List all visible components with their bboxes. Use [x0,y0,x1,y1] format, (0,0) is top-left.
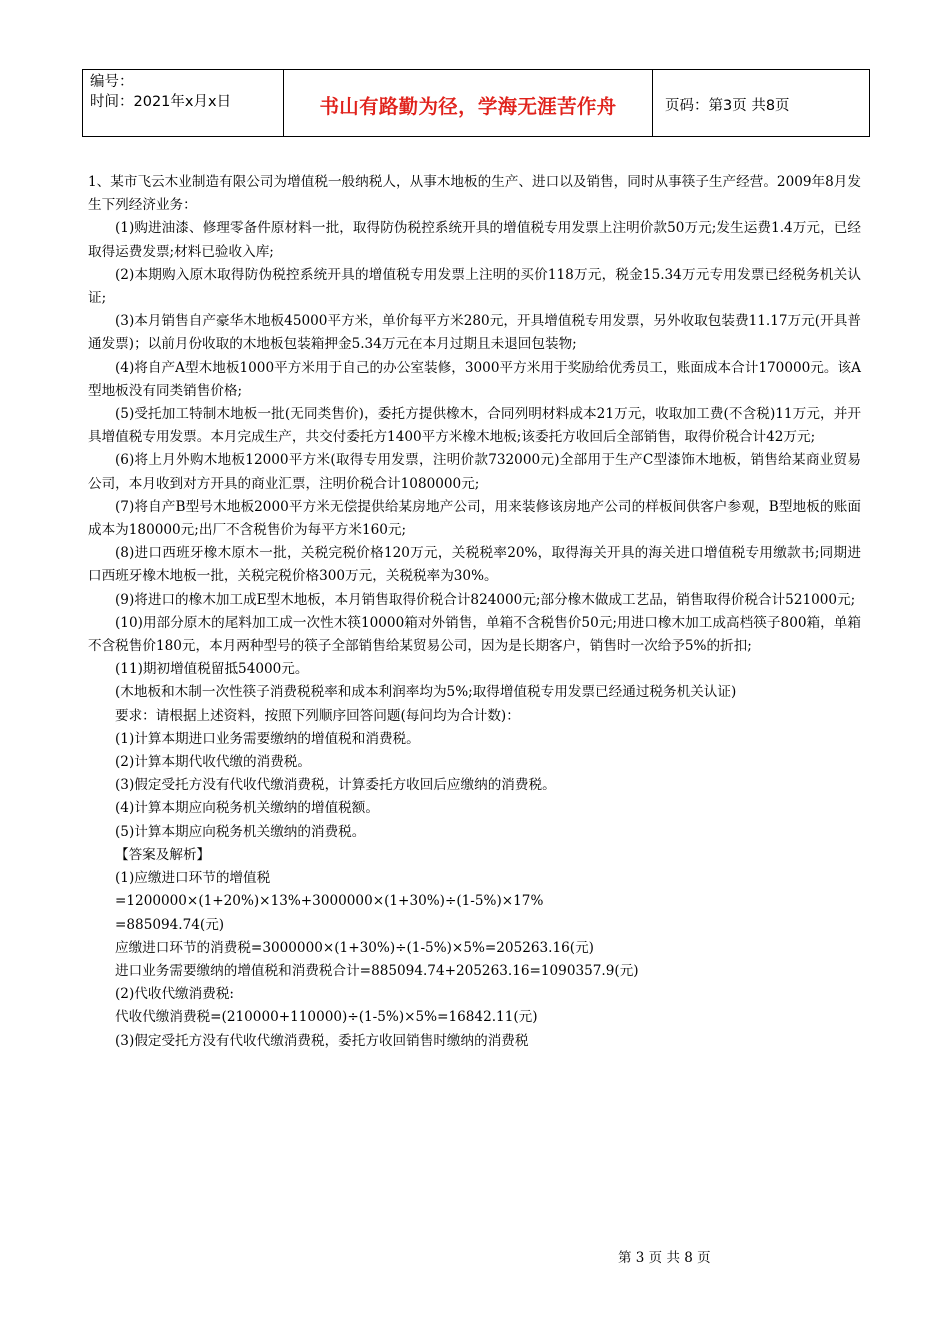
header-divider [82,69,83,136]
paragraph: (7)将自产B型号木地板2000平方米无偿提供给某房地产公司，用来装修该房地产公司的样板间供客户参观，B型地板的账面成本为180000元;出厂不含税售价为每平方米160元; [88,498,861,539]
paragraph: (4)将自产A型木地板1000平方米用于自己的办公室装修，3000平方米用于奖励给优秀员工，账面成本合计170000元。该A型地板没有同类销售价格; [88,359,861,399]
paragraph: (1)购进油漆、修理零备件原材料一批，取得防伪税控系统开具的增值税专用发票上注明价款50万元;发生运费1.4万元，已经取得运费发票;材料已验收入库; [88,220,861,260]
answer-line: (1)应缴进口环节的增值税 [115,870,271,887]
paragraph: (3)本月销售自产豪华木地板45000平方米，单价每平方米280元，开具增值税专用发票，另外收取包装费11.17万元(开具普通发票)；以前月份收取的木地板包装箱押金5.34万元在本月过期且未退回包装物; [88,313,861,353]
paragraph: (8)进口西班牙橡木原木一批，关税完税价格120万元，关税税率20%，取得海关开具的海关进口增值税专用缴款书;同期进口西班牙橡木地板一批，关税完税价格300万元，关税税率为30%。 [88,545,861,585]
header-top-rule [82,69,870,70]
paragraph: (木地板和木制一次性筷子消费税税率和成本利润率均为5%;取得增值税专用发票已经通过税务机关认证) [115,684,737,701]
answer-line: 应缴进口环节的消费税=3000000×(1+30%)÷(1-5%)×5%=205263.16(元) [115,939,594,956]
question: (5)计算本期应向税务机关缴纳的消费税。 [115,823,366,840]
question: (4)计算本期应向税务机关缴纳的增值税额。 [115,800,379,817]
question: (1)计算本期进口业务需要缴纳的增值税和消费税。 [115,730,420,747]
paragraph: (9)将进口的橡木加工成E型木地板，本月销售取得价税合计824000元;部分橡木做成工艺品，销售取得价税合计521000元; [115,591,856,608]
paragraph: (6)将上月外购木地板12000平方米(取得专用发票，注明价款732000元)全部用于生产C型漆饰木地板，销售给某商业贸易公司，本月收到对方开具的商业汇票，注明价税合计1080000元; [88,452,861,492]
page-footer: 第 3 页 共 8 页 [618,1250,711,1266]
paragraph: 1、某市飞云木业制造有限公司为增值税一般纳税人，从事木地板的生产、进口以及销售，同时从事筷子生产经营。2009年8月发生下列经济业务： [88,174,861,214]
paragraph: (2)本期购入原木取得防伪税控系统开具的增值税专用发票上注明的买价118万元，税金15.34万元专用发票已经税务机关认证; [88,266,861,307]
answer-heading: 【答案及解析】 [115,846,211,863]
question: (2)计算本期代收代缴的消费税。 [115,754,311,771]
answer-line: =1200000×(1+20%)×13%+3000000×(1+30%)÷(1-5%)×17% [115,893,544,910]
doc-number-label: 编号： [90,74,134,90]
requirement-intro: 要求：请根据上述资料，按照下列顺序回答问题(每问均为合计数)： [115,707,520,724]
header-divider [869,69,870,136]
header-divider [652,69,653,136]
answer-line: (3)假定受托方没有代收代缴消费税，委托方收回销售时缴纳的消费税 [115,1032,529,1049]
header-bottom-rule [82,136,870,137]
paragraph: (5)受托加工特制木地板一批(无同类售价)，委托方提供橡木，合同列明材料成本21万元，收取加工费(不含税)11万元，并开具增值税专用发票。本月完成生产，共交付委托方1400平方米橡木地板;该委托方收回后全部销售，取得价税合计42万元; [88,406,861,446]
document-body [88,171,861,1053]
doc-date-label: 时间：2021年x月x日 [90,94,232,110]
header-page-info: 页码：第3页 共8页 [665,98,790,114]
header-meta [90,72,275,112]
answer-line: =885094.74(元) [115,916,225,933]
header-motto: 书山有路勤为径，学海无涯苦作舟 [319,95,617,118]
answer-line: (2)代收代缴消费税: [115,986,234,1003]
answer-line: 进口业务需要缴纳的增值税和消费税合计=885094.74+205263.16=1090357.9(元) [115,962,639,979]
paragraph: (11)期初增值税留抵54000元。 [115,661,309,678]
answer-line: 代收代缴消费税=(210000+110000)÷(1-5%)×5%=16842.11(元) [115,1009,538,1026]
paragraph: (10)用部分原木的尾料加工成一次性木筷10000箱对外销售，单箱不含税售价50元;用进口橡木加工成高档筷子800箱，单箱不含税售价180元，本月两种型号的筷子全部销售给某贸易公司，因为是长期客户，销售时一次给予5%的折扣; [88,614,861,655]
question: (3)假定受托方没有代收代缴消费税，计算委托方收回后应缴纳的消费税。 [115,777,556,794]
